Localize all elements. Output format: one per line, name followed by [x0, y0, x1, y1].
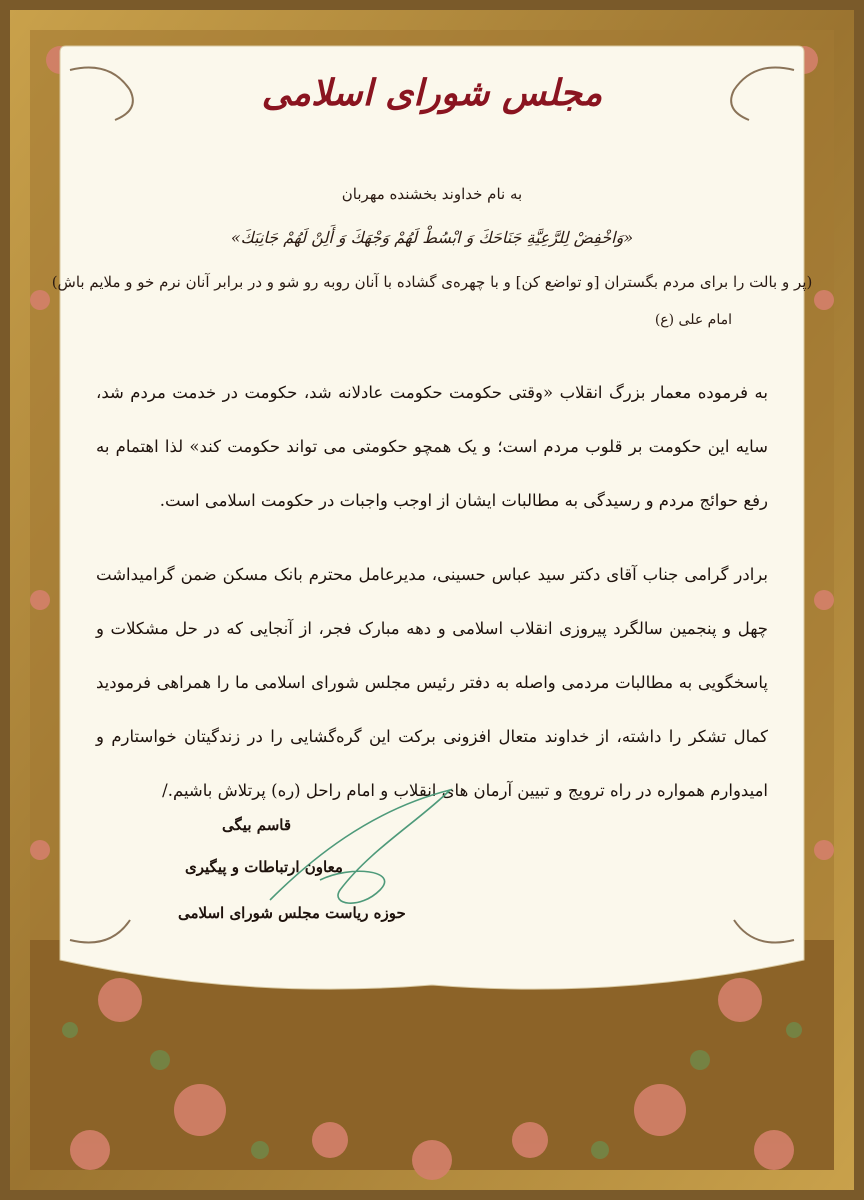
emblem	[0, 72, 864, 114]
paragraph-1: به فرموده معمار بزرگ انقلاب «وقتی حکومت حکومت عادلانه شد، حکومت در خدمت مردم شد، سایه این حکومت بر قلوب مردم است؛ و یک همچو حکومتی می تواند حکومت کند» لذا اهتمام به رفع حوائج مردم و رسیدگی به مطالبات ایشان از اوجب واجبات در حکومت اسلامی است.	[96, 383, 768, 510]
basmala: به نام خداوند بخشنده مهربان	[341, 185, 523, 203]
signatory-name: قاسم بیگی	[222, 816, 292, 834]
paragraph-2: برادر گرامی جناب آقای دکتر سید عباس حسینی، مدیرعامل محترم بانک مسکن ضمن گرامیداشت چهل و پنجمین سالگرد پیروزی انقلاب اسلامی و دهه مبارک فجر، از آنجایی که در حل مشکلات و پاسخگویی به مطالبات مردمی واصله به دفتر رئیس مجلس شورای اسلامی ما را همراهی فرمودید کمال تشکر را داشته، از خداوند متعال افزونی برکت این گره‌گشایی را در زندگیتان خواستارم و امیدوارم همواره در راه ترویج و تبیین آرمان های انقلاب و امام راحل (ره) پرتلاش باشیم./	[96, 565, 768, 800]
verse-translation: (پر و بالت را برای مردم بگستران [و تواضع کن] و با چهره‌ی گشاده با آنان روبه رو شو و در برابر آنان نرم خو و ملایم باش)	[51, 273, 813, 291]
quran-verse: «وَاخْفِضْ لِلرَّعِيَّةِ جَنَاحَكَ وَ ابْسُطْ لَهُمْ وَجْهَكَ وَ أَلِنْ لَهُمْ جَانِبَكَ»	[230, 228, 634, 247]
signatory-title-2: حوزه ریاست مجلس شورای اسلامی	[178, 904, 406, 922]
verse-attribution: امام علی (ع)	[654, 312, 732, 328]
signatory-title-1: معاون ارتباطات و پیگیری	[185, 858, 343, 876]
emblem-calligraphy: مجلس شورای اسلامی	[261, 72, 603, 114]
